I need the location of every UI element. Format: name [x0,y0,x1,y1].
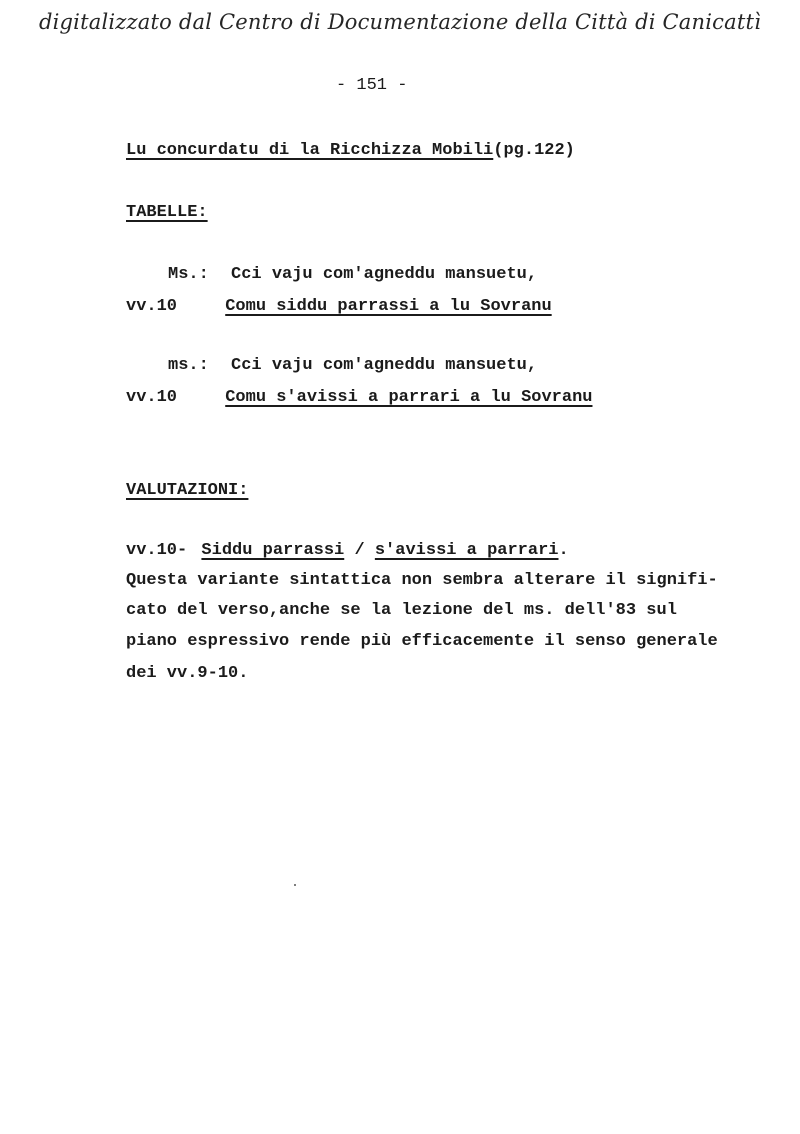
valutazioni-body-line: Questa variante sintattica non sembra alterare il signifi- [126,571,718,590]
page-number: - 151 - [336,76,408,95]
valutazioni-body-line: cato del verso,anche se la lezione del ms. dell'83 sul [126,601,677,620]
document-title [126,140,575,162]
line-text: Comu siddu parrassi a lu Sovranu [225,297,552,316]
tabelle-block1-line1 [168,264,537,286]
valutazioni-body-line: piano espressivo rende più efficacemente il senso generale [126,632,718,651]
line-text: Comu s'avissi a parrari a lu Sovranu [225,388,593,407]
line-label: Ms.: [168,265,209,284]
line-text: Cci vaju com'agneddu mansuetu, [231,356,538,375]
line-label: ms.: [168,356,209,375]
tabelle-block2-line2 [126,387,592,409]
variant-ref-label: vv.10- [126,541,188,560]
valutazioni-heading: VALUTAZIONI: [126,481,249,500]
tabelle-heading: TABELLE: [126,203,208,222]
tabelle-block1-line2 [126,296,552,318]
line-text: Cci vaju com'agneddu mansuetu, [231,265,538,284]
title-text: Lu concurdatu di la Ricchizza Mobili [126,141,494,160]
variant-separator: / [344,541,375,560]
digitization-watermark: digitalizzato dal Centro di Documentazione della Città di Canicattì [38,10,762,34]
line-label: vv.10 [126,388,178,407]
tabelle-block2-line1 [168,355,537,377]
line-label: vv.10 [126,297,178,316]
title-page-ref: (pg.122) [493,141,575,160]
valutazioni-variant-line [126,540,569,562]
variant-b: s'avissi a parrari [374,541,559,560]
variant-end-punct: . [558,541,569,560]
valutazioni-body-line: dei vv.9-10. [126,664,249,683]
variant-a: Siddu parrassi [201,541,345,560]
scan-speck [294,884,296,886]
